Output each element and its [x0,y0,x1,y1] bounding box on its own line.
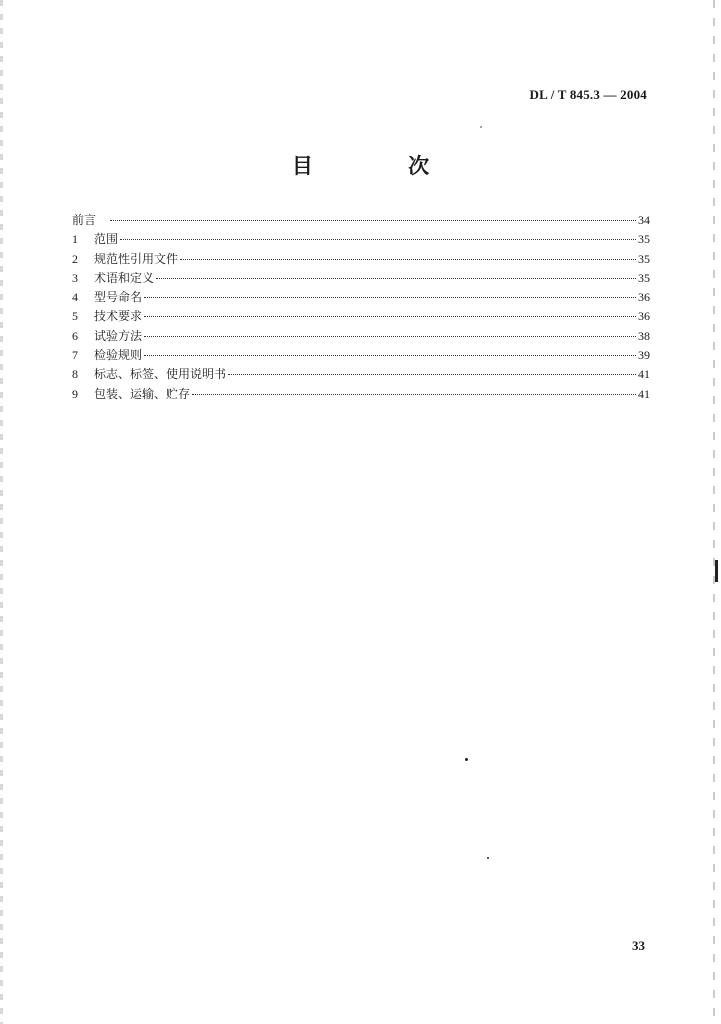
toc-entry-label: 范围 [94,232,119,247]
toc-entry-label: 术语和定义 [94,270,155,285]
toc-entry-number: 1 [72,232,78,247]
toc-entry-label: 规范性引用文件 [94,251,179,266]
scan-speck [465,758,468,761]
toc-entry-number: 4 [72,290,78,305]
toc-entry-page: 41 [638,367,650,382]
scan-speck [487,857,489,859]
toc-entry-page: 34 [638,213,650,227]
scan-mark [715,560,718,582]
toc-entry-label: 试验方法 [94,328,143,343]
toc-entry-label: 包装、运输、贮存 [94,386,191,401]
toc-entry-page: 39 [638,348,650,363]
toc-entry-number: 6 [72,328,78,343]
toc-entry-number: 2 [72,251,78,266]
toc-dot-leader [110,220,636,221]
standard-code: DL / T 845.3 — 2004 [529,87,647,102]
toc-entry-label: 标志、标签、使用说明书 [94,367,227,382]
toc-entry-page: 41 [638,386,650,401]
toc-entry-number: 7 [72,348,78,363]
toc-entry[interactable] [72,346,650,365]
toc-dot-leader [120,239,636,240]
toc-dot-leader [156,278,636,279]
toc-entry[interactable] [72,269,650,288]
toc-entry-label: 前言 [72,213,97,227]
toc-entry[interactable] [72,327,650,346]
toc-dot-leader [192,394,636,395]
toc-entry-number: 9 [72,386,78,401]
toc-entry-page: 36 [638,309,650,324]
table-of-contents [72,211,650,404]
toc-entry-page: 36 [638,290,650,305]
toc-dot-leader [180,259,636,260]
toc-dot-leader [228,374,636,375]
toc-entry-page: 35 [638,251,650,266]
toc-entry[interactable] [72,385,650,404]
toc-dot-leader [144,336,636,337]
page-number: 33 [632,938,645,953]
toc-entry[interactable] [72,211,650,230]
toc-entry-label: 技术要求 [94,309,143,324]
toc-entry[interactable] [72,307,650,326]
toc-entry-label: 型号命名 [94,290,143,305]
toc-entry-number: 3 [72,270,78,285]
toc-entry[interactable] [72,288,650,307]
toc-entry-page: 35 [638,232,650,247]
toc-dot-leader [144,316,636,317]
toc-entry[interactable] [72,365,650,384]
toc-entry-page: 38 [638,328,650,343]
toc-entry-number: 8 [72,367,78,382]
toc-entry[interactable] [72,250,650,269]
toc-entry-page: 35 [638,270,650,285]
toc-dot-leader [144,297,636,298]
page-title: 目 次 [291,153,474,178]
toc-entry-label: 检验规则 [94,348,143,363]
toc-dot-leader [144,355,636,356]
scan-speck [480,126,482,128]
toc-entry[interactable] [72,230,650,249]
toc-entry-number: 5 [72,309,78,324]
